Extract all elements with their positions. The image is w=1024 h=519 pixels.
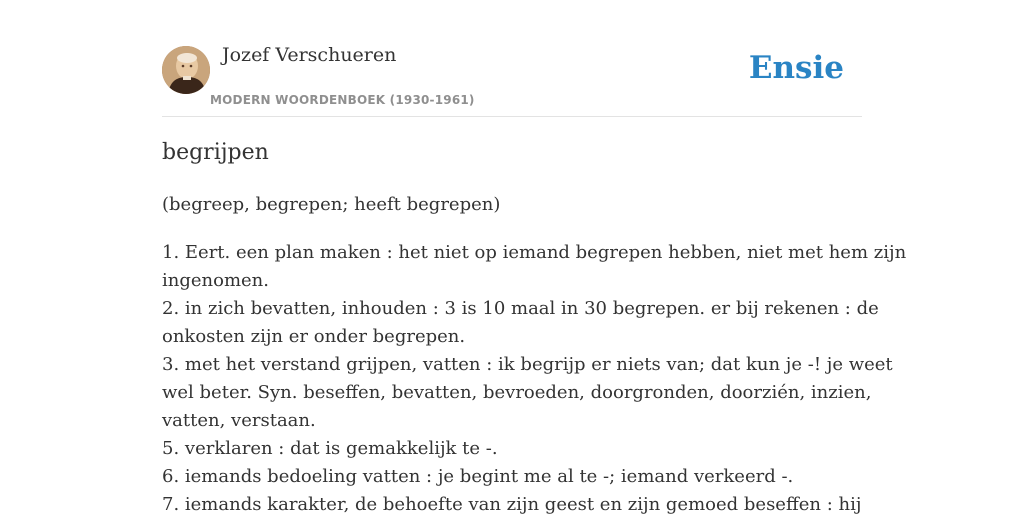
definition-line: ingenomen. xyxy=(162,270,269,291)
definition-line: wel beter. Syn. beseffen, bevatten, bevroeden, doorgronden, doorzién, inzien, xyxy=(162,382,872,403)
definition-line: onkosten zijn er onder begrepen. xyxy=(162,326,466,347)
definition-line: 3. met het verstand grijpen, vatten : ik begrijp er niets van; dat kun je -! je weet xyxy=(162,354,893,375)
entry-header xyxy=(162,0,862,117)
entry-forms: (begreep, begrepen; heeft begrepen) xyxy=(162,194,501,215)
entry-definitions xyxy=(162,239,907,519)
definition-line: 2. in zich bevatten, inhouden : 3 is 10 maal in 30 begrepen. er bij rekenen : de xyxy=(162,298,879,319)
author-name[interactable]: Jozef Verschueren xyxy=(222,44,397,66)
definition-line: vatten, verstaan. xyxy=(162,410,316,431)
definition-line: 6. iemands bedoeling vatten : je begint me al te -; iemand verkeerd -. xyxy=(162,466,794,487)
definition-line: 1. Eert. een plan maken : het niet op iemand begrepen hebben, niet met hem zijn xyxy=(162,242,907,263)
author-avatar[interactable] xyxy=(162,46,210,94)
brand-logo[interactable]: Ensie xyxy=(748,50,844,86)
definition-line: 7. iemands karakter, de behoefte van zijn geest en zijn gemoed beseffen : hij xyxy=(162,494,862,515)
entry-card xyxy=(162,0,907,515)
definition-line: 5. verklaren : dat is gemakkelijk te -. xyxy=(162,438,498,459)
portrait-image xyxy=(162,46,210,94)
entry-term: begrijpen xyxy=(162,140,269,165)
source-label[interactable]: MODERN WOORDENBOEK (1930-1961) xyxy=(210,93,475,107)
